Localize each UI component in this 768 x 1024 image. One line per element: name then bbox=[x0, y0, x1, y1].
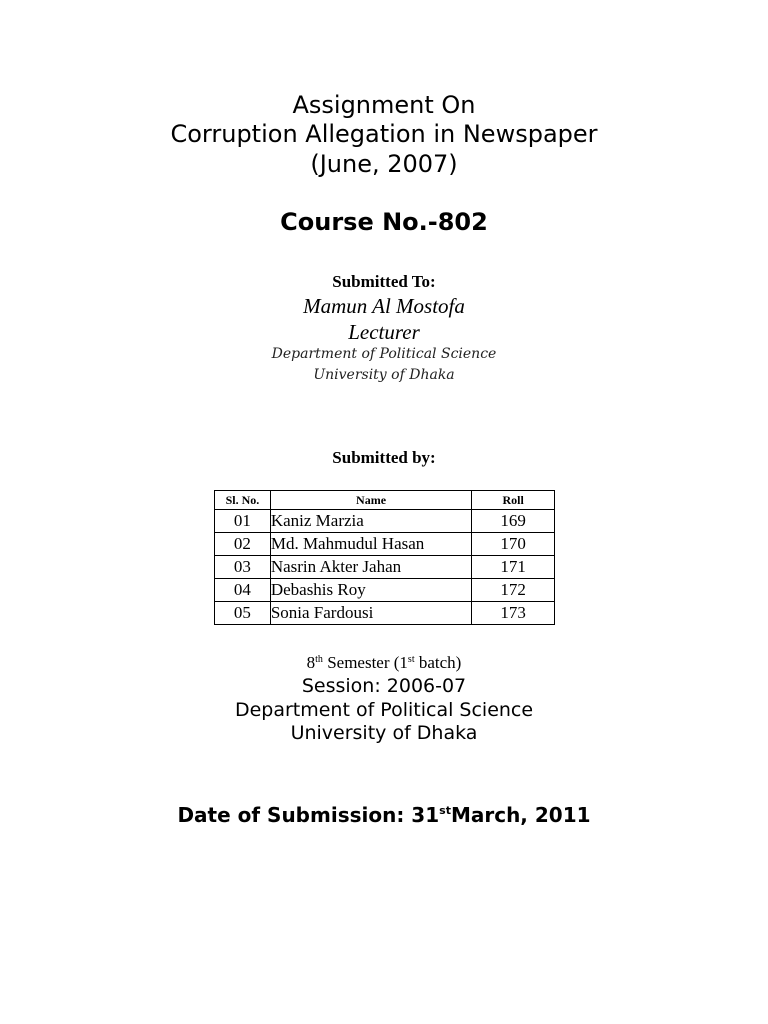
submission-date bbox=[0, 802, 768, 828]
assignment-heading: Assignment On bbox=[292, 91, 476, 119]
cell-roll: 172 bbox=[472, 579, 555, 602]
semester-line bbox=[0, 652, 768, 674]
cell-roll: 169 bbox=[472, 510, 555, 533]
table-row bbox=[215, 510, 555, 533]
batch-suffix: st bbox=[407, 654, 415, 665]
column-header-roll: Roll bbox=[472, 491, 555, 510]
submission-month-year: March, 2011 bbox=[450, 803, 591, 827]
cell-name: Nasrin Akter Jahan bbox=[270, 556, 471, 579]
session-line: Session: 2006-07 bbox=[301, 675, 467, 697]
submission-suffix: st bbox=[439, 804, 451, 817]
semester-number: 8 bbox=[306, 653, 316, 672]
column-header-name: Name bbox=[270, 491, 471, 510]
cell-sl: 05 bbox=[215, 602, 271, 625]
assignment-topic: Corruption Allegation in Newspaper bbox=[170, 120, 598, 148]
table-row bbox=[215, 533, 555, 556]
table-row bbox=[215, 602, 555, 625]
submitted-to-label: Submitted To: bbox=[332, 272, 436, 291]
batch-word: batch) bbox=[414, 653, 462, 672]
course-number: Course No.-802 bbox=[280, 208, 488, 236]
table-row bbox=[215, 556, 555, 579]
supervisor-name: Mamun Al Mostofa bbox=[303, 294, 465, 318]
cell-roll: 171 bbox=[472, 556, 555, 579]
semester-word: Semester (1 bbox=[322, 653, 408, 672]
assignment-date: (June, 2007) bbox=[310, 150, 458, 178]
cell-name: Kaniz Marzia bbox=[270, 510, 471, 533]
supervisor-university: University of Dhaka bbox=[313, 367, 455, 383]
column-header-sl: Sl. No. bbox=[215, 491, 271, 510]
cell-sl: 03 bbox=[215, 556, 271, 579]
semester-suffix: th bbox=[315, 654, 323, 665]
table-row bbox=[215, 579, 555, 602]
supervisor-designation: Lecturer bbox=[348, 320, 420, 344]
cell-name: Debashis Roy bbox=[270, 579, 471, 602]
submitted-by-label: Submitted by: bbox=[332, 448, 436, 467]
cell-roll: 170 bbox=[472, 533, 555, 556]
cell-sl: 01 bbox=[215, 510, 271, 533]
university-line: University of Dhaka bbox=[290, 722, 478, 744]
cell-name: Md. Mahmudul Hasan bbox=[270, 533, 471, 556]
table-header-row bbox=[215, 491, 555, 510]
cell-sl: 04 bbox=[215, 579, 271, 602]
supervisor-department: Department of Political Science bbox=[271, 346, 497, 362]
submission-prefix: Date of Submission: 31 bbox=[177, 803, 440, 827]
department-line: Department of Political Science bbox=[234, 699, 534, 721]
cell-name: Sonia Fardousi bbox=[270, 602, 471, 625]
cell-roll: 173 bbox=[472, 602, 555, 625]
cell-sl: 02 bbox=[215, 533, 271, 556]
students-table bbox=[214, 490, 555, 625]
